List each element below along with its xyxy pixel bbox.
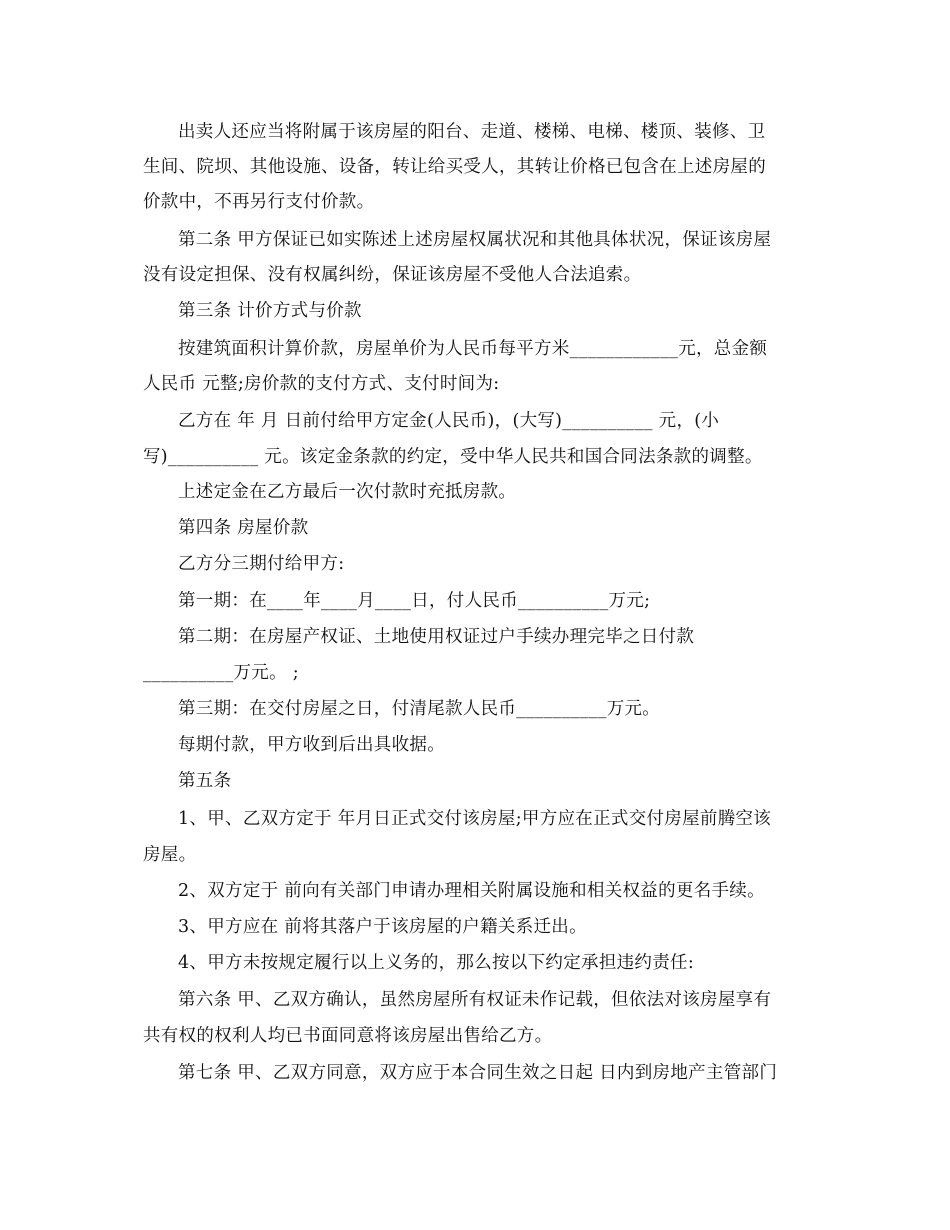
paragraph-line: 乙方在 年 月 日前付给甲方定金(人民币)，(大写)__________ 元，(小 [178, 411, 720, 431]
section-heading: 第四条 房屋价款 [178, 518, 309, 538]
paragraph-line: 没有设定担保、没有权属纠纷，保证该房屋不受他人合法追索。 [143, 265, 642, 285]
paragraph-line: 4、甲方未按规定履行以上义务的，那么按以下约定承担违约责任: [178, 953, 695, 973]
paragraph-line: 人民币 元整;房价款的支付方式、支付时间为: [143, 374, 500, 394]
paragraph-line: 3、甲方应在 前将其落户于该房屋的户籍关系迁出。 [178, 917, 587, 937]
paragraph-line: 上述定金在乙方最后一次付款时充抵房款。 [178, 482, 517, 502]
paragraph-line: 第七条 甲、乙双方同意，双方应于本合同生效之日起 日内到房地产主管部门 [178, 1063, 778, 1083]
paragraph-line: __________万元。 ; [143, 663, 299, 683]
paragraph-line: 第一期：在____年____月____日，付人民币__________万元; [178, 591, 651, 611]
paragraph-line: 每期付款，甲方收到后出具收据。 [178, 735, 445, 755]
section-heading: 第三条 计价方式与价款 [178, 301, 362, 321]
paragraph-line: 按建筑面积计算价款，房屋单价为人民币每平方米____________元，总金额 [178, 339, 768, 359]
paragraph-line: 房屋。 [143, 845, 197, 865]
paragraph-line: 2、双方定于 前向有关部门申请办理相关附属设施和相关权益的更名手续。 [178, 881, 765, 901]
paragraph-line: 第六条 甲、乙双方确认，虽然房屋所有权证未作记载，但依法对该房屋享有 [178, 990, 772, 1010]
paragraph-line: 共有权的权利人均已书面同意将该房屋出售给乙方。 [143, 1026, 553, 1046]
paragraph-line: 第三期：在交付房屋之日，付清尾款人民币__________万元。 [178, 699, 661, 719]
paragraph-line: 第二条 甲方保证已如实陈述上述房屋权属状况和其他具体状况，保证该房屋 [178, 230, 772, 250]
paragraph-line: 乙方分三期付给甲方: [178, 554, 345, 574]
paragraph-line: 写)__________ 元。该定金条款的约定，受中华人民共和国合同法条款的调整。 [143, 447, 763, 467]
paragraph-line: 价款中，不再另行支付价款。 [143, 192, 375, 212]
section-heading: 第五条 [178, 771, 232, 791]
paragraph-line: 1、甲、乙双方定于 年月日正式交付该房屋;甲方应在正式交付房屋前腾空该 [178, 809, 772, 829]
paragraph-line: 出卖人还应当将附属于该房屋的阳台、走道、楼梯、电梯、楼顶、装修、卫 [178, 122, 766, 142]
paragraph-line: 生间、院坝、其他设施、设备，转让给买受人，其转让价格已包含在上述房屋的 [143, 157, 766, 177]
paragraph-line: 第二期：在房屋产权证、土地使用权证过户手续办理完毕之日付款 [178, 627, 695, 647]
